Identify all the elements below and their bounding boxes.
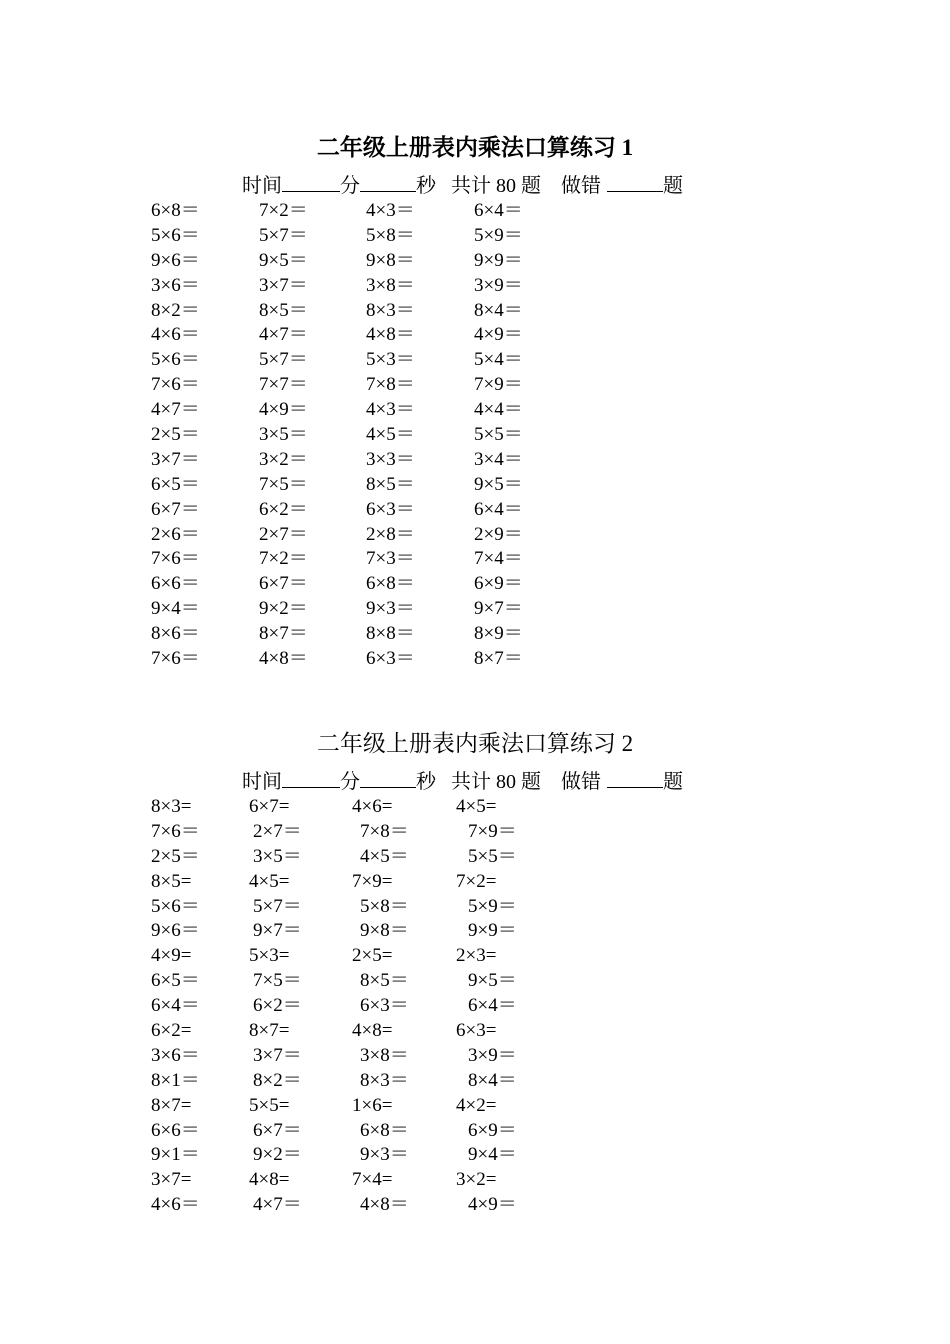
problem-cell: 4×5＝ <box>360 845 409 867</box>
problem-cell: 3×7＝ <box>259 274 308 296</box>
problem-cell: 2×5＝ <box>151 845 200 867</box>
problem-cell: 5×5= <box>249 1094 290 1116</box>
problem-cell: 6×2＝ <box>259 498 308 520</box>
problem-row <box>0 895 950 920</box>
total-label: 共计 80 题 <box>451 175 541 197</box>
problem-cell: 9×9＝ <box>468 920 517 942</box>
problem-cell: 6×9＝ <box>468 1119 517 1141</box>
seconds-blank[interactable] <box>360 769 416 788</box>
problem-cell: 8×4＝ <box>468 1069 517 1091</box>
problem-cell: 9×9＝ <box>474 249 523 271</box>
problem-cell: 9×7＝ <box>253 920 302 942</box>
problem-cell: 3×3＝ <box>366 448 415 470</box>
problem-cell: 8×7= <box>151 1094 192 1116</box>
problem-cell: 8×5＝ <box>360 970 409 992</box>
wrong-count-blank[interactable] <box>607 769 663 788</box>
problem-row <box>0 224 950 249</box>
problem-row <box>0 1119 950 1144</box>
problem-cell: 4×3＝ <box>366 200 415 221</box>
problem-cell: 2×3= <box>456 945 497 967</box>
problem-cell: 7×9＝ <box>468 820 517 842</box>
problem-row <box>0 795 950 820</box>
problem-cell: 6×4＝ <box>474 498 523 520</box>
problem-cell: 7×7＝ <box>259 374 308 396</box>
problem-cell: 7×6＝ <box>151 820 200 842</box>
problem-cell: 4×5＝ <box>366 424 415 446</box>
problem-cell: 3×7＝ <box>253 1044 302 1066</box>
problem-cell: 5×8＝ <box>360 895 409 917</box>
problem-row <box>0 994 950 1019</box>
problem-cell: 6×3= <box>456 1020 497 1042</box>
seconds-blank[interactable] <box>360 173 416 192</box>
minute-label: 分 <box>340 771 360 793</box>
problem-cell: 4×8＝ <box>360 1194 409 1216</box>
problem-cell: 4×5= <box>456 796 497 817</box>
problem-row <box>0 944 950 969</box>
problem-row <box>0 473 950 498</box>
problem-cell: 5×9＝ <box>474 224 523 246</box>
question-label: 题 <box>663 771 683 793</box>
problem-cell: 2×6＝ <box>151 523 200 545</box>
minutes-blank[interactable] <box>282 173 340 192</box>
problem-cell: 6×7＝ <box>259 573 308 595</box>
problem-row <box>0 523 950 548</box>
problem-cell: 5×6＝ <box>151 895 200 917</box>
problem-cell: 4×9＝ <box>474 324 523 346</box>
problem-cell: 3×6＝ <box>151 274 200 296</box>
problem-cell: 4×2= <box>456 1094 497 1116</box>
problem-cell: 2×7＝ <box>253 820 302 842</box>
time-label: 时间 <box>242 771 282 793</box>
problem-cell: 9×5＝ <box>468 970 517 992</box>
problem-cell: 3×7＝ <box>151 448 200 470</box>
problem-row <box>0 1019 950 1044</box>
problem-grid <box>0 199 950 672</box>
problem-cell: 2×9＝ <box>474 523 523 545</box>
problem-cell: 2×8＝ <box>366 523 415 545</box>
total-label: 共计 80 题 <box>451 771 541 793</box>
problem-cell: 3×9＝ <box>474 274 523 296</box>
problem-row <box>0 622 950 647</box>
problem-cell: 5×4＝ <box>474 349 523 371</box>
problem-row <box>0 647 950 672</box>
problem-cell: 9×2＝ <box>253 1144 302 1166</box>
problem-cell: 6×6＝ <box>151 573 200 595</box>
problem-cell: 7×2＝ <box>259 548 308 570</box>
problem-cell: 7×6＝ <box>151 374 200 396</box>
problem-row <box>0 1069 950 1094</box>
problem-cell: 6×4＝ <box>468 995 517 1017</box>
problem-cell: 9×8＝ <box>366 249 415 271</box>
problem-cell: 5×6＝ <box>151 349 200 371</box>
problem-row <box>0 820 950 845</box>
problem-cell: 5×7＝ <box>253 895 302 917</box>
problem-cell: 6×7＝ <box>253 1119 302 1141</box>
problem-row <box>0 373 950 398</box>
problem-cell: 4×8＝ <box>259 648 308 670</box>
problem-cell: 4×9＝ <box>468 1194 517 1216</box>
problem-cell: 3×8＝ <box>366 274 415 296</box>
minutes-blank[interactable] <box>282 769 340 788</box>
problem-row <box>0 199 950 224</box>
problem-cell: 7×9＝ <box>474 374 523 396</box>
problem-cell: 7×5＝ <box>253 970 302 992</box>
problem-row <box>0 1094 950 1119</box>
problem-row <box>0 845 950 870</box>
problem-cell: 5×7＝ <box>259 349 308 371</box>
problem-row <box>0 1143 950 1168</box>
problem-cell: 6×9＝ <box>474 573 523 595</box>
problem-cell: 4×8= <box>352 1020 393 1042</box>
problem-cell: 8×1＝ <box>151 1069 200 1091</box>
problem-cell: 4×8＝ <box>366 324 415 346</box>
problem-row <box>0 274 950 299</box>
problem-cell: 5×7＝ <box>259 224 308 246</box>
problem-cell: 7×5＝ <box>259 473 308 495</box>
problem-row <box>0 348 950 373</box>
problem-cell: 8×7＝ <box>259 623 308 645</box>
problem-cell: 2×5＝ <box>151 424 200 446</box>
problem-cell: 3×4＝ <box>474 448 523 470</box>
problem-cell: 2×5= <box>352 945 393 967</box>
problem-cell: 4×9= <box>151 945 192 967</box>
problem-cell: 8×5＝ <box>259 299 308 321</box>
problem-row <box>0 323 950 348</box>
problem-cell: 4×6= <box>352 796 393 817</box>
problem-cell: 4×7＝ <box>151 399 200 421</box>
problem-cell: 3×7= <box>151 1169 192 1191</box>
second-label: 秒 <box>416 175 436 197</box>
problem-cell: 9×4＝ <box>468 1144 517 1166</box>
problem-cell: 8×7＝ <box>474 648 523 670</box>
problem-cell: 7×3＝ <box>366 548 415 570</box>
problem-cell: 7×4= <box>352 1169 393 1191</box>
problem-cell: 2×7＝ <box>259 523 308 545</box>
problem-cell: 8×3= <box>151 796 192 817</box>
problem-cell: 3×5＝ <box>253 845 302 867</box>
problem-cell: 5×6＝ <box>151 224 200 246</box>
problem-row <box>0 969 950 994</box>
problem-row <box>0 572 950 597</box>
problem-cell: 6×2＝ <box>253 995 302 1017</box>
problem-row <box>0 597 950 622</box>
time-label: 时间 <box>242 175 282 197</box>
problem-cell: 9×5＝ <box>474 473 523 495</box>
problem-cell: 7×8＝ <box>366 374 415 396</box>
problem-row <box>0 1168 950 1193</box>
problem-cell: 6×7＝ <box>151 498 200 520</box>
worksheet-title: 二年级上册表内乘法口算练习 1 <box>316 135 634 160</box>
problem-cell: 4×7＝ <box>259 324 308 346</box>
problem-cell: 5×3＝ <box>366 349 415 371</box>
problem-row <box>0 498 950 523</box>
problem-cell: 6×8＝ <box>360 1119 409 1141</box>
problem-row <box>0 398 950 423</box>
worksheet-info-line <box>242 768 683 796</box>
problem-cell: 3×8＝ <box>360 1044 409 1066</box>
problem-cell: 7×2＝ <box>259 200 308 221</box>
problem-cell: 3×9＝ <box>468 1044 517 1066</box>
problem-cell: 6×7= <box>249 796 290 817</box>
problem-cell: 9×5＝ <box>259 249 308 271</box>
problem-cell: 4×6＝ <box>151 324 200 346</box>
worksheet-info-line <box>242 172 683 200</box>
problem-cell: 9×2＝ <box>259 598 308 620</box>
problem-cell: 6×5＝ <box>151 970 200 992</box>
problem-cell: 3×2= <box>456 1169 497 1191</box>
problem-row <box>0 423 950 448</box>
problem-cell: 6×5＝ <box>151 473 200 495</box>
problem-cell: 8×9＝ <box>474 623 523 645</box>
problem-cell: 7×2= <box>456 870 497 892</box>
problem-cell: 9×3＝ <box>360 1144 409 1166</box>
problem-row <box>0 547 950 572</box>
problem-cell: 8×5= <box>151 870 192 892</box>
problem-cell: 6×2= <box>151 1020 192 1042</box>
problem-cell: 9×6＝ <box>151 920 200 942</box>
problem-cell: 8×3＝ <box>360 1069 409 1091</box>
problem-cell: 6×4＝ <box>151 995 200 1017</box>
problem-cell: 9×7＝ <box>474 598 523 620</box>
problem-cell: 3×2＝ <box>259 448 308 470</box>
problem-cell: 4×5= <box>249 870 290 892</box>
second-label: 秒 <box>416 771 436 793</box>
problem-cell: 4×7＝ <box>253 1194 302 1216</box>
problem-cell: 6×8＝ <box>366 573 415 595</box>
problem-cell: 9×8＝ <box>360 920 409 942</box>
problem-row <box>0 1193 950 1218</box>
wrong-label: 做错 <box>561 771 601 793</box>
wrong-count-blank[interactable] <box>607 173 663 192</box>
problem-grid <box>0 795 950 1218</box>
problem-cell: 7×6＝ <box>151 648 200 670</box>
worksheet-title: 二年级上册表内乘法口算练习 2 <box>316 731 634 756</box>
problem-row <box>0 1044 950 1069</box>
problem-cell: 7×6＝ <box>151 548 200 570</box>
problem-cell: 8×2＝ <box>253 1069 302 1091</box>
problem-row <box>0 448 950 473</box>
problem-cell: 6×3＝ <box>366 648 415 670</box>
problem-cell: 4×9＝ <box>259 399 308 421</box>
problem-cell: 8×2＝ <box>151 299 200 321</box>
problem-row <box>0 870 950 895</box>
problem-row <box>0 299 950 324</box>
problem-cell: 8×4＝ <box>474 299 523 321</box>
problem-cell: 5×5＝ <box>468 845 517 867</box>
problem-cell: 6×3＝ <box>366 498 415 520</box>
question-label: 题 <box>663 175 683 197</box>
problem-cell: 5×9＝ <box>468 895 517 917</box>
wrong-label: 做错 <box>561 175 601 197</box>
problem-row <box>0 919 950 944</box>
problem-cell: 7×8＝ <box>360 820 409 842</box>
problem-cell: 5×8＝ <box>366 224 415 246</box>
problem-cell: 8×7= <box>249 1020 290 1042</box>
problem-cell: 5×5＝ <box>474 424 523 446</box>
problem-cell: 7×9= <box>352 870 393 892</box>
problem-row <box>0 249 950 274</box>
problem-cell: 9×6＝ <box>151 249 200 271</box>
problem-cell: 5×3= <box>249 945 290 967</box>
problem-cell: 8×8＝ <box>366 623 415 645</box>
problem-cell: 4×8= <box>249 1169 290 1191</box>
problem-cell: 3×6＝ <box>151 1044 200 1066</box>
problem-cell: 8×6＝ <box>151 623 200 645</box>
problem-cell: 8×5＝ <box>366 473 415 495</box>
problem-cell: 4×4＝ <box>474 399 523 421</box>
problem-cell: 6×8＝ <box>151 200 200 221</box>
problem-cell: 9×1＝ <box>151 1144 200 1166</box>
problem-cell: 6×6＝ <box>151 1119 200 1141</box>
problem-cell: 9×4＝ <box>151 598 200 620</box>
problem-cell: 3×5＝ <box>259 424 308 446</box>
problem-cell: 1×6= <box>352 1094 393 1116</box>
problem-cell: 4×3＝ <box>366 399 415 421</box>
problem-cell: 7×4＝ <box>474 548 523 570</box>
problem-cell: 6×3＝ <box>360 995 409 1017</box>
problem-cell: 9×3＝ <box>366 598 415 620</box>
problem-cell: 6×4＝ <box>474 200 523 221</box>
minute-label: 分 <box>340 175 360 197</box>
problem-cell: 8×3＝ <box>366 299 415 321</box>
problem-cell: 4×6＝ <box>151 1194 200 1216</box>
